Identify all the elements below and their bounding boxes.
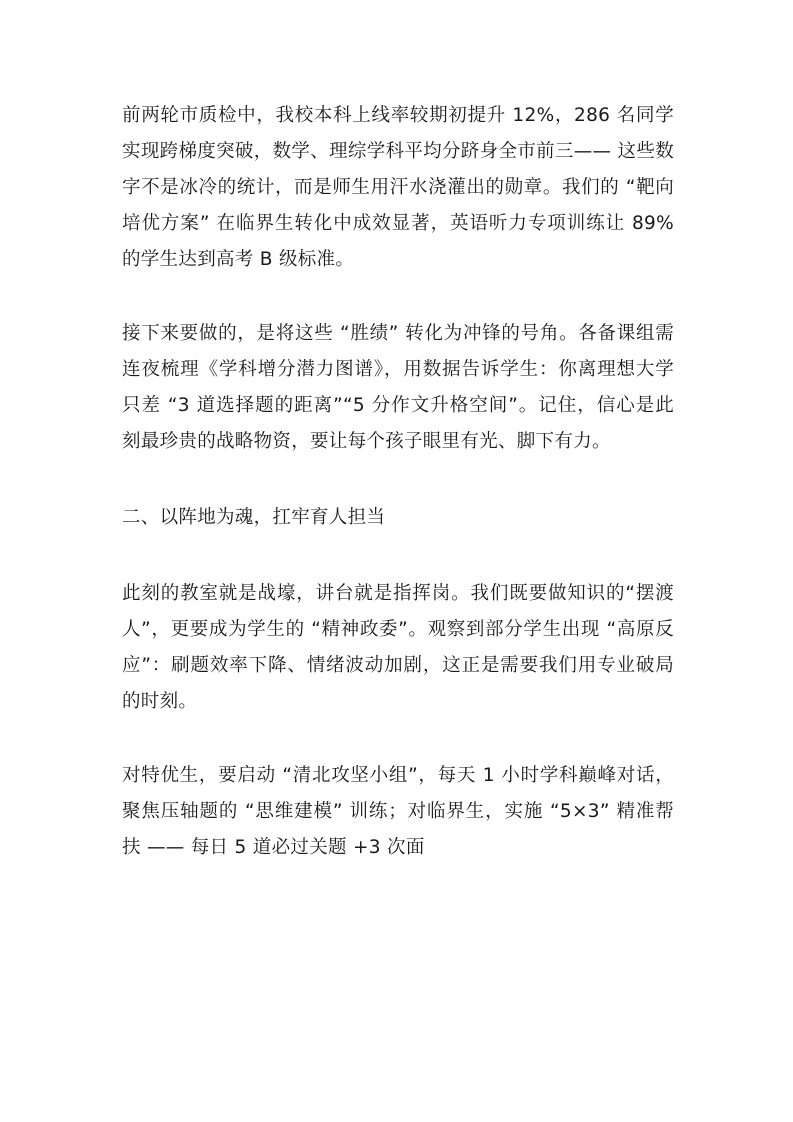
document-page	[122, 98, 674, 866]
section-heading: 二、以阵地为魂，扛牢育人担当	[122, 507, 386, 528]
paragraph-exam-results: 前两轮市质检中，我校本科上线率较期初提升 12%，286 名同学实现跨梯度突破，数学、理综学科平均分跻身全市前三—— 这些数字不是冰冷的统计，而是师生用汗水浇灌出的勋章。我们的 “靶向培优方案” 在临界生转化中成效显著，英语听力专项训练让 89% 的学生达到高考 B 级标准。	[122, 105, 674, 270]
paragraph-targeted-support: 对特优生，要启动 “清北攻坚小组”，每天 1 小时学科巅峰对话，聚焦压轴题的 “思维建模” 训练；对临界生，实施 “5×3” 精准帮扶 —— 每日 5 道必过关题 +3 次面	[122, 765, 674, 858]
paragraph-classroom: 此刻的教室就是战壕，讲台就是指挥岗。我们既要做知识的“摆渡人”，更要成为学生的 “精神政委”。观察到部分学生出现 “高原反应”：刷题效率下降、情绪波动加剧，这正是需要我们用专业破局的时刻。	[122, 583, 674, 712]
paragraph-next-steps: 接下来要做的，是将这些 “胜绩” 转化为冲锋的号角。各备课组需连夜梳理《学科增分潜力图谱》，用数据告诉学生：你离理想大学只差 “3 道选择题的距离”“5 分作文升格空间”。记住，信心是此刻最珍贵的战略物资，要让每个孩子眼里有光、脚下有力。	[122, 323, 674, 452]
